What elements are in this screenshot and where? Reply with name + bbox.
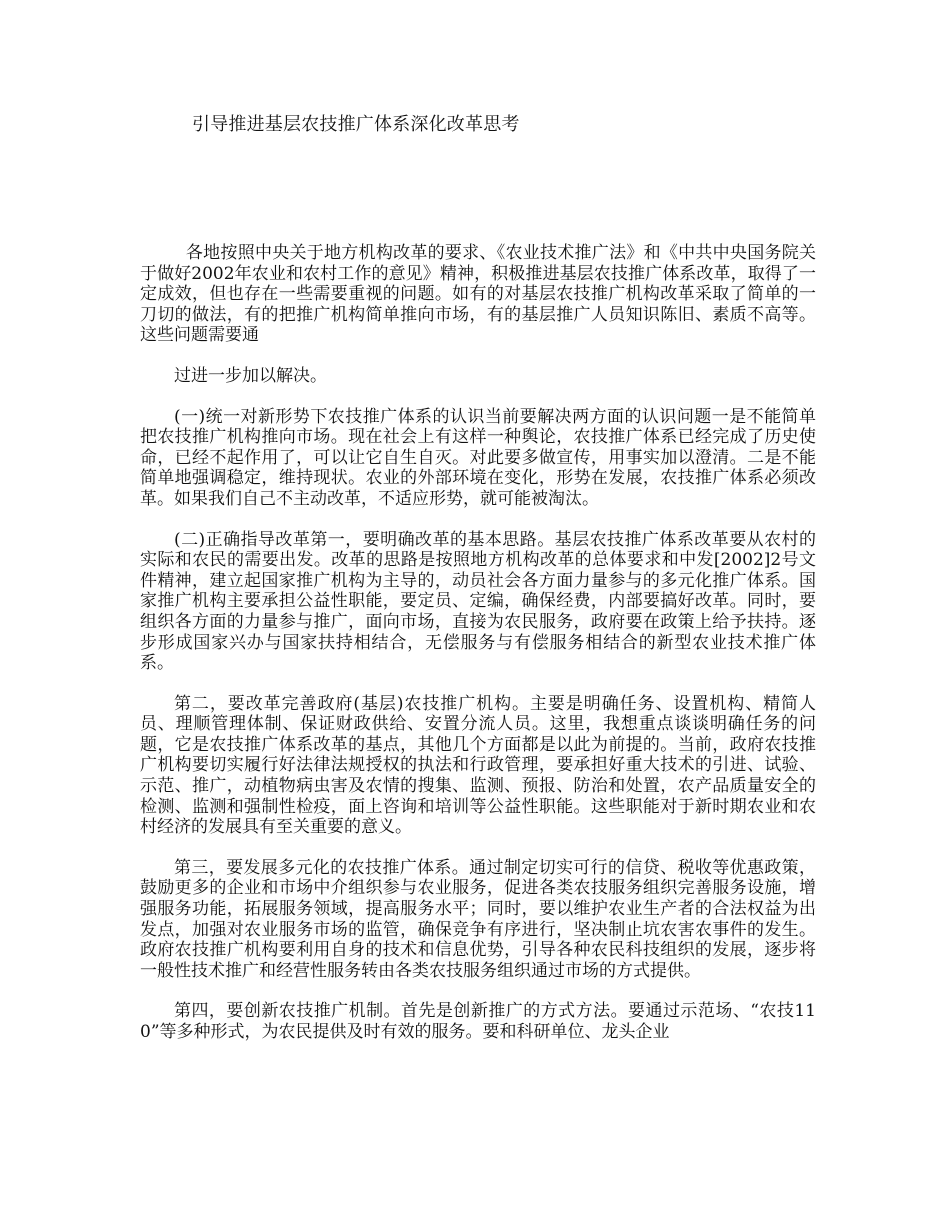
paragraph-section-two: (二)正确指导改革第一，要明确改革的基本思路。基层农技推广体系改革要从农村的实际和农民的需要出发。改革的思路是按照地方机构改革的总体要求和中发[2002]2号文件精神，建立起国家推广机构为主导的，动员社会各方面力量参与的多元化推广体系。国家推广机构主要承担公益性职能，要定员、定编，确保经费，内部要搞好改革。同时，要组织各方面的力量参与推广，面向市场，直接为农民服务，政府要在政策上给予扶持。逐步形成国家兴办与国家扶持相结合，无偿服务与有偿服务相结合的新型农业技术推广体系。 xyxy=(140,529,816,674)
document-title: 引导推进基层农技推广体系深化改革思考 xyxy=(192,114,520,135)
document-body xyxy=(140,243,816,1063)
paragraph-section-one: (一)统一对新形势下农技推广体系的认识当前要解决两方面的认识问题一是不能简单把农技推广机构推向市场。现在社会上有这样一种舆论，农技推广体系已经完成了历史使命，已经不起作用了，可以让它自生自灭。对此要多做宣传，用事实加以澄清。二是不能简单地强调稳定，维持现状。农业的外部环境在变化，形势在发展，农技推广体系必须改革。如果我们自己不主动改革，不适应形势，就可能被淘汰。 xyxy=(140,406,816,509)
paragraph-second-point: 第二，要改革完善政府(基层)农技推广机构。主要是明确任务、设置机构、精简人员、理顺管理体制、保证财政供给、安置分流人员。这里，我想重点谈谈明确任务的问题，它是农技推广体系改革的基点，其他几个方面都是以此为前提的。当前，政府农技推广机构要切实履行好法律法规授权的执法和行政管理，要承担好重大技术的引进、试验、示范、推广，动植物病虫害及农情的搜集、监测、预报、防治和处置，农产品质量安全的检测、监测和强制性检疫，面上咨询和培训等公益性职能。这些职能对于新时期农业和农村经济的发展具有至关重要的意义。 xyxy=(140,693,816,838)
paragraph-intro: 各地按照中央关于地方机构改革的要求、《农业技术推广法》和《中共中央国务院关于做好2002年农业和农村工作的意见》精神，积极推进基层农技推广体系改革，取得了一定成效，但也存在一些需要重视的问题。如有的对基层农技推广机构改革采取了简单的一刀切的做法，有的把推广机构简单推向市场，有的基层推广人员知识陈旧、素质不高等。这些问题需要通 xyxy=(140,243,816,346)
paragraph-third-point: 第三，要发展多元化的农技推广体系。通过制定切实可行的信贷、税收等优惠政策，鼓励更多的企业和市场中介组织参与农业服务，促进各类农技服务组织完善服务设施，增强服务功能，拓展服务领域，提高服务水平；同时，要以维护农业生产者的合法权益为出发点，加强对农业服务市场的监管，确保竞争有序进行，坚决制止坑农害农事件的发生。政府农技推广机构要利用自身的技术和信息优势，引导各种农民科技组织的发展，逐步将一般性技术推广和经营性服务转由各类农技服务组织通过市场的方式提供。 xyxy=(140,857,816,981)
paragraph-intro-continued: 过进一步加以解决。 xyxy=(174,365,327,386)
paragraph-fourth-point: 第四，要创新农技推广机制。首先是创新推广的方式方法。要通过示范场、“农技110”等多种形式，为农民提供及时有效的服务。要和科研单位、龙头企业 xyxy=(140,1001,816,1042)
